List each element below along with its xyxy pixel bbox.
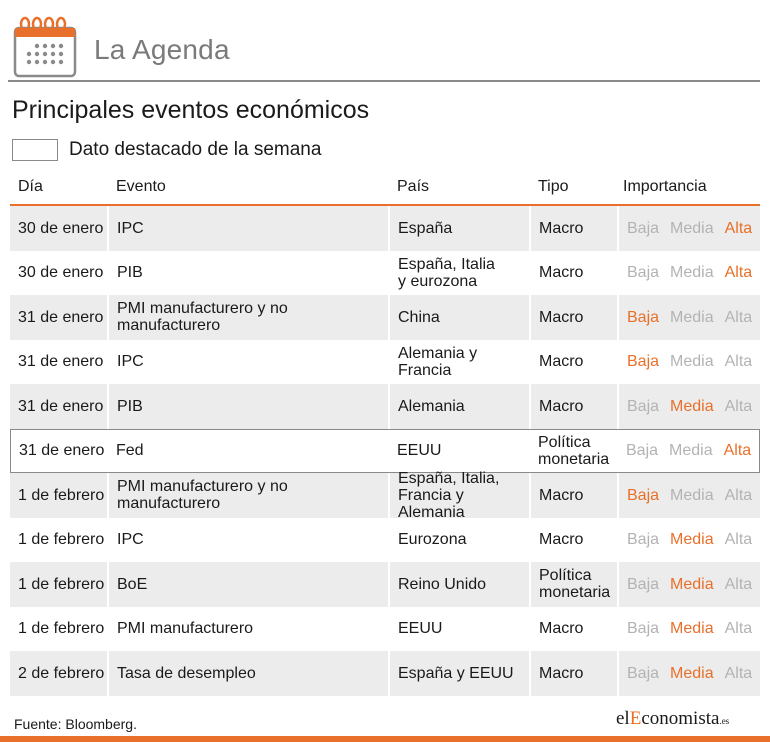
cell-type xyxy=(529,562,617,607)
cell-event xyxy=(107,206,388,251)
legend-label: Dato destacado de la semana xyxy=(69,139,322,160)
importance-alta: Alta xyxy=(724,264,753,282)
cell-event-text: BoE xyxy=(117,575,148,593)
cell-event-text: PIB xyxy=(117,264,143,282)
importance-media: Media xyxy=(670,219,714,237)
cell-country xyxy=(388,518,529,563)
importance-baja: Baja xyxy=(627,397,660,415)
table-row xyxy=(10,429,760,474)
cell-day xyxy=(10,607,107,652)
cell-country-text: España y EEUU xyxy=(398,664,514,682)
cell-type xyxy=(529,295,617,340)
logo-suffix: .es xyxy=(719,716,730,726)
cell-day-text: 1 de febrero xyxy=(18,486,105,504)
cell-day-text: 30 de enero xyxy=(18,219,104,237)
cell-day xyxy=(10,651,107,696)
cell-country-text: Eurozona xyxy=(398,531,467,549)
cell-country-text: Alemania y Francia xyxy=(398,344,478,379)
logo-accent: E xyxy=(629,708,642,729)
cell-event xyxy=(107,607,388,652)
cell-event-text: IPC xyxy=(117,531,144,549)
table-row xyxy=(10,518,760,563)
cell-importance xyxy=(617,206,760,251)
importance-alta: Alta xyxy=(724,397,753,415)
importance-baja: Baja xyxy=(627,353,660,371)
importance-media: Media xyxy=(669,442,713,460)
cell-type xyxy=(529,473,617,518)
cell-day xyxy=(10,206,107,251)
cell-country xyxy=(388,206,529,251)
cell-type xyxy=(530,430,618,473)
importance-alta: Alta xyxy=(724,486,753,504)
cell-type-text: Macro xyxy=(539,219,584,237)
importance-baja: Baja xyxy=(626,442,659,460)
cell-country xyxy=(388,651,529,696)
importance-alta: Alta xyxy=(724,353,753,371)
cell-importance xyxy=(617,295,760,340)
cell-type-text: Macro xyxy=(539,486,584,504)
cell-type xyxy=(529,651,617,696)
cell-country-text: China xyxy=(398,308,440,326)
importance-baja: Baja xyxy=(627,575,660,593)
cell-event xyxy=(107,384,388,429)
cell-day xyxy=(10,251,107,296)
cell-day xyxy=(10,562,107,607)
cell-importance xyxy=(617,473,760,518)
table-row xyxy=(10,206,760,251)
cell-type-text: Política monetaria xyxy=(538,433,610,468)
cell-type-text: Macro xyxy=(539,353,584,371)
importance-baja: Baja xyxy=(627,219,660,237)
importance-alta: Alta xyxy=(724,531,753,549)
events-table xyxy=(10,170,760,696)
cell-country xyxy=(389,430,530,473)
cell-importance xyxy=(617,340,760,385)
header xyxy=(8,10,760,84)
cell-event-text: PMI manufacturero xyxy=(117,620,254,638)
importance-baja: Baja xyxy=(627,531,660,549)
cell-country-text: EEUU xyxy=(398,620,443,638)
cell-country-text: España, Italia, Francia y Alemania xyxy=(398,469,500,521)
cell-importance xyxy=(617,607,760,652)
cell-day-text: 1 de febrero xyxy=(18,575,105,593)
table-row xyxy=(10,651,760,696)
brand-title: La Agenda xyxy=(94,34,230,65)
cell-type-text: Política monetaria xyxy=(539,567,611,602)
cell-day-text: 31 de enero xyxy=(18,308,104,326)
cell-day-text: 1 de febrero xyxy=(18,620,105,638)
importance-baja: Baja xyxy=(627,664,660,682)
footer-accent-bar xyxy=(0,736,770,742)
cell-day-text: 30 de enero xyxy=(18,264,104,282)
cell-day-text: 1 de febrero xyxy=(18,531,105,549)
table-body xyxy=(10,206,760,696)
cell-country-text: EEUU xyxy=(397,442,442,460)
table-row xyxy=(10,469,760,521)
cell-type-text: Macro xyxy=(539,620,584,638)
cell-event xyxy=(107,562,388,607)
column-header-country: País xyxy=(397,178,430,195)
cell-country xyxy=(388,295,529,340)
cell-day xyxy=(10,384,107,429)
importance-alta: Alta xyxy=(724,620,753,638)
table-header xyxy=(10,170,760,206)
header-divider xyxy=(8,80,760,82)
table-row xyxy=(10,562,760,607)
cell-event-text: Tasa de desempleo xyxy=(117,664,256,682)
cell-importance xyxy=(618,430,761,473)
cell-event-text: PMI manufacturero y no manufacturero xyxy=(117,300,288,335)
cell-day xyxy=(10,340,107,385)
importance-baja: Baja xyxy=(627,486,660,504)
cell-type-text: Macro xyxy=(539,264,584,282)
cell-type-text: Macro xyxy=(539,664,584,682)
importance-media: Media xyxy=(670,575,714,593)
importance-media: Media xyxy=(670,397,714,415)
publisher-logo xyxy=(616,708,729,730)
cell-event xyxy=(107,473,388,518)
importance-media: Media xyxy=(670,486,714,504)
cell-type xyxy=(529,384,617,429)
page-title: Principales eventos económicos xyxy=(12,96,370,124)
column-header-type: Tipo xyxy=(538,178,569,195)
cell-day-text: 31 de enero xyxy=(18,397,104,415)
importance-alta: Alta xyxy=(724,219,753,237)
importance-media: Media xyxy=(670,620,714,638)
cell-event-text: PMI manufacturero y no manufacturero xyxy=(117,478,288,513)
cell-event xyxy=(107,518,388,563)
table-row xyxy=(10,607,760,652)
cell-country xyxy=(388,469,529,521)
cell-country xyxy=(388,340,529,385)
legend-swatch xyxy=(12,139,58,161)
cell-importance xyxy=(617,384,760,429)
source-note: Fuente: Bloomberg. xyxy=(14,716,137,732)
calendar-icon xyxy=(12,16,78,78)
cell-event-text: PIB xyxy=(117,397,143,415)
cell-day xyxy=(10,473,107,518)
importance-media: Media xyxy=(670,531,714,549)
cell-day xyxy=(10,518,107,563)
cell-country-text: Alemania xyxy=(398,397,465,415)
cell-importance xyxy=(617,651,760,696)
cell-country-text: Reino Unido xyxy=(398,575,487,593)
importance-alta: Alta xyxy=(724,575,753,593)
cell-day-text: 31 de enero xyxy=(18,353,104,371)
cell-event-text: IPC xyxy=(117,219,144,237)
cell-event xyxy=(108,430,389,473)
cell-day xyxy=(11,430,108,473)
cell-event-text: Fed xyxy=(116,442,144,460)
cell-type xyxy=(529,518,617,563)
column-header-importance: Importancia xyxy=(623,178,707,195)
logo-name: conomista xyxy=(641,708,720,729)
importance-alta: Alta xyxy=(723,442,752,460)
cell-country xyxy=(388,562,529,607)
cell-type xyxy=(529,206,617,251)
cell-country-text: España, Italia y eurozona xyxy=(398,255,495,290)
cell-importance xyxy=(617,562,760,607)
table-row xyxy=(10,340,760,385)
column-header-day: Día xyxy=(18,178,43,195)
importance-alta: Alta xyxy=(724,308,753,326)
cell-event xyxy=(107,340,388,385)
importance-alta: Alta xyxy=(724,664,753,682)
table-row xyxy=(10,251,760,296)
cell-importance xyxy=(617,251,760,296)
importance-baja: Baja xyxy=(627,264,660,282)
cell-type-text: Macro xyxy=(539,531,584,549)
cell-importance xyxy=(617,518,760,563)
cell-country xyxy=(388,251,529,296)
cell-day xyxy=(10,295,107,340)
cell-type xyxy=(529,607,617,652)
importance-media: Media xyxy=(670,664,714,682)
importance-media: Media xyxy=(670,308,714,326)
column-header-event: Evento xyxy=(116,178,166,195)
cell-event xyxy=(107,651,388,696)
cell-day-text: 2 de febrero xyxy=(18,664,105,682)
cell-event xyxy=(107,295,388,340)
cell-type xyxy=(529,340,617,385)
importance-media: Media xyxy=(670,264,714,282)
cell-day-text: 31 de enero xyxy=(19,442,105,460)
table-row xyxy=(10,295,760,340)
table-row xyxy=(10,384,760,429)
cell-country-text: España xyxy=(398,219,453,237)
cell-event xyxy=(107,251,388,296)
cell-country xyxy=(388,607,529,652)
cell-type-text: Macro xyxy=(539,308,584,326)
cell-event-text: IPC xyxy=(117,353,144,371)
importance-media: Media xyxy=(670,353,714,371)
logo-prefix: el xyxy=(616,708,630,729)
importance-baja: Baja xyxy=(627,308,660,326)
cell-country xyxy=(388,384,529,429)
importance-baja: Baja xyxy=(627,620,660,638)
cell-type xyxy=(529,251,617,296)
cell-type-text: Macro xyxy=(539,397,584,415)
